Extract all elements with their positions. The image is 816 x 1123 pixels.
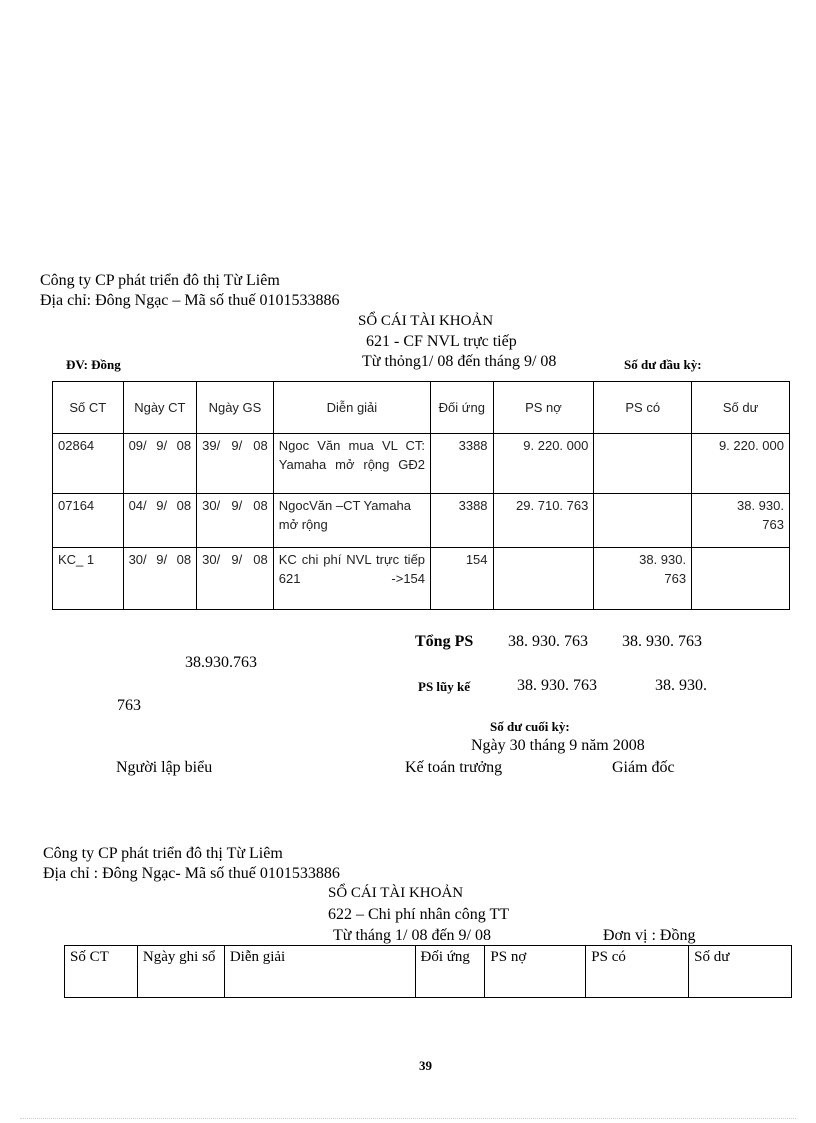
header-doi-ung: Đối ứng bbox=[431, 382, 494, 434]
cumulative-label: PS lũy kế bbox=[418, 679, 471, 694]
total-debit: 38. 930. 763 bbox=[508, 633, 588, 650]
company-name-2: Công ty CP phát triển đô thị Từ Liêm bbox=[43, 845, 283, 862]
table-header-row bbox=[65, 946, 792, 998]
cell-ps-co bbox=[594, 494, 692, 548]
page-number: 39 bbox=[419, 1058, 432, 1073]
cumulative-credit: 38. 930. bbox=[655, 677, 707, 694]
cell-ngay-gs: 30/ 9/ 08 bbox=[197, 548, 274, 610]
signer-preparer: Người lập biểu bbox=[116, 759, 213, 776]
period-label-2: Từ tháng 1/ 08 đến 9/ 08 bbox=[333, 927, 491, 944]
unit-label: ĐV: Đồng bbox=[66, 357, 121, 372]
signer-director: Giám đốc bbox=[612, 759, 675, 776]
header-ps-no: PS nợ bbox=[493, 382, 594, 434]
opening-balance-label: Số dư đầu kỳ: bbox=[624, 357, 702, 372]
page-bottom-divider bbox=[20, 1118, 796, 1119]
header-ngay-gs: Ngày GS bbox=[197, 382, 274, 434]
company-name: Công ty CP phát triển đô thị Từ Liêm bbox=[40, 272, 280, 289]
cell-dien-giai: Ngoc Văn mua VL CT: Yamaha mở rộng GĐ2 bbox=[273, 434, 430, 494]
signature-date: Ngày 30 tháng 9 năm 2008 bbox=[471, 737, 645, 754]
header-ps-co: PS có bbox=[586, 946, 689, 998]
cell-ngay-ct: 30/ 9/ 08 bbox=[123, 548, 197, 610]
cell-ps-co: 38. 930. 763 bbox=[594, 548, 692, 610]
header-dien-giai: Diễn giải bbox=[273, 382, 430, 434]
cell-ngay-ct: 09/ 9/ 08 bbox=[123, 434, 197, 494]
header-ngay-ct: Ngày CT bbox=[123, 382, 197, 434]
header-dien-giai: Diễn giải bbox=[224, 946, 415, 998]
cell-ngay-gs: 30/ 9/ 08 bbox=[197, 494, 274, 548]
header-so-du: Số dư bbox=[689, 946, 792, 998]
header-so-ct: Số CT bbox=[65, 946, 138, 998]
cell-ngay-gs: 39/ 9/ 08 bbox=[197, 434, 274, 494]
cell-doi-ung: 154 bbox=[431, 548, 494, 610]
cell-so-ct: 02864 bbox=[53, 434, 124, 494]
cell-so-du bbox=[692, 548, 790, 610]
closing-balance-label: Số dư cuối kỳ: bbox=[490, 719, 570, 734]
header-so-ct: Số CT bbox=[53, 382, 124, 434]
cell-doi-ung: 3388 bbox=[431, 434, 494, 494]
total-balance: 38.930.763 bbox=[185, 654, 257, 671]
ledger-table-621 bbox=[52, 381, 790, 610]
company-address-2: Địa chỉ : Đông Ngạc- Mã số thuế 0101533886 bbox=[43, 865, 340, 882]
cell-so-du: 9. 220. 000 bbox=[692, 434, 790, 494]
cell-doi-ung: 3388 bbox=[431, 494, 494, 548]
cell-so-ct: KC_ 1 bbox=[53, 548, 124, 610]
header-doi-ung: Đối ứng bbox=[415, 946, 485, 998]
total-label: Tổng PS bbox=[415, 633, 474, 650]
header-ps-co: PS có bbox=[594, 382, 692, 434]
cumulative-credit-continued: 763 bbox=[117, 697, 141, 714]
cell-ps-co bbox=[594, 434, 692, 494]
cumulative-debit: 38. 930. 763 bbox=[517, 677, 597, 694]
ledger-title-2: SỔ CÁI TÀI KHOẢN bbox=[328, 885, 464, 901]
unit-label-2: Đơn vị : Đồng bbox=[603, 927, 696, 944]
table-row bbox=[53, 494, 790, 548]
cell-dien-giai: NgocVăn –CT Yamaha mở rộng bbox=[273, 494, 430, 548]
header-ps-no: PS nợ bbox=[485, 946, 586, 998]
cell-ps-no: 9. 220. 000 bbox=[493, 434, 594, 494]
total-credit: 38. 930. 763 bbox=[622, 633, 702, 650]
account-name-2: 622 – Chi phí nhân công TT bbox=[328, 906, 510, 923]
cell-dien-giai: KC chi phí NVL trực tiếp 621 ->154 bbox=[273, 548, 430, 610]
cell-so-du: 38. 930. 763 bbox=[692, 494, 790, 548]
company-address: Địa chỉ: Đông Ngạc – Mã số thuế 0101533886 bbox=[40, 292, 340, 309]
ledger-table-622 bbox=[64, 945, 792, 998]
header-so-du: Số dư bbox=[692, 382, 790, 434]
cell-ngay-ct: 04/ 9/ 08 bbox=[123, 494, 197, 548]
table-row bbox=[53, 434, 790, 494]
table-row bbox=[53, 548, 790, 610]
signer-chief-accountant: Kế toán trưởng bbox=[405, 759, 503, 776]
cell-so-ct: 07164 bbox=[53, 494, 124, 548]
ledger-title: SỔ CÁI TÀI KHOẢN bbox=[358, 313, 494, 329]
period-label: Từ thỏng1/ 08 đến tháng 9/ 08 bbox=[362, 353, 557, 370]
cell-ps-no: 29. 710. 763 bbox=[493, 494, 594, 548]
cell-ps-no bbox=[493, 548, 594, 610]
account-name: 621 - CF NVL trực tiếp bbox=[366, 333, 517, 350]
header-ngay-ghi-so: Ngày ghi sổ bbox=[137, 946, 224, 998]
table-header-row bbox=[53, 382, 790, 434]
